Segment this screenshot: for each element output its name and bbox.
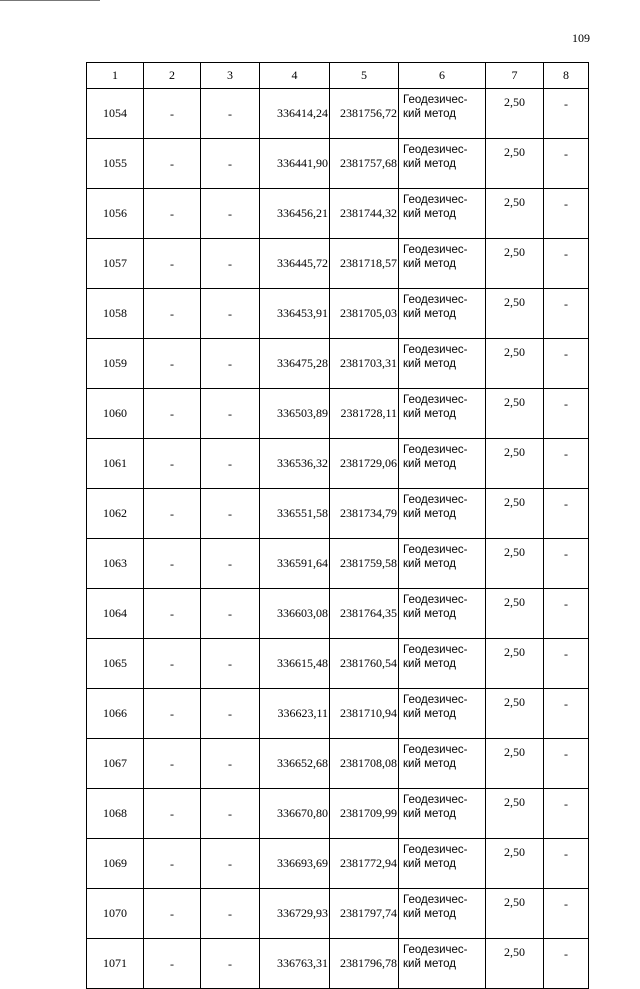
row-number-cell: 1064 (87, 589, 144, 639)
column-3-cell: - (201, 489, 260, 539)
column-3-cell: - (201, 939, 260, 989)
coordinate-x-cell: 336536,32 (260, 439, 330, 489)
coordinate-y-cell: 2381796,78 (330, 939, 399, 989)
coordinate-x-cell: 336475,28 (260, 339, 330, 389)
row-number-cell: 1058 (87, 289, 144, 339)
header-cell: 3 (201, 63, 260, 89)
coordinate-y-cell: 2381708,08 (330, 739, 399, 789)
column-2-cell: - (144, 789, 201, 839)
column-3-cell: - (201, 539, 260, 589)
column-8-cell: - (544, 389, 589, 439)
coordinate-x-cell: 336441,90 (260, 139, 330, 189)
method-cell: Геодезичес-кий метод (399, 189, 486, 239)
method-cell: Геодезичес-кий метод (399, 289, 486, 339)
row-number-cell: 1068 (87, 789, 144, 839)
column-2-cell: - (144, 389, 201, 439)
column-3-cell: - (201, 739, 260, 789)
column-8-cell: - (544, 939, 589, 989)
column-8-cell: - (544, 739, 589, 789)
column-8-cell: - (544, 689, 589, 739)
column-2-cell: - (144, 689, 201, 739)
method-cell: Геодезичес-кий метод (399, 139, 486, 189)
column-8-cell: - (544, 789, 589, 839)
column-2-cell: - (144, 889, 201, 939)
width-value-cell: 2,50 (486, 239, 544, 289)
column-3-cell: - (201, 289, 260, 339)
column-8-cell: - (544, 589, 589, 639)
column-8-cell: - (544, 89, 589, 139)
row-number-cell: 1069 (87, 839, 144, 889)
method-cell: Геодезичес-кий метод (399, 589, 486, 639)
coordinate-x-cell: 336763,31 (260, 939, 330, 989)
column-3-cell: - (201, 789, 260, 839)
coordinate-x-cell: 336615,48 (260, 639, 330, 689)
column-3-cell: - (201, 389, 260, 439)
table-row (87, 489, 589, 539)
method-cell: Геодезичес-кий метод (399, 889, 486, 939)
method-cell: Геодезичес-кий метод (399, 339, 486, 389)
column-3-cell: - (201, 689, 260, 739)
width-value-cell: 2,50 (486, 389, 544, 439)
row-number-cell: 1063 (87, 539, 144, 589)
coordinate-x-cell: 336670,80 (260, 789, 330, 839)
column-8-cell: - (544, 439, 589, 489)
row-number-cell: 1067 (87, 739, 144, 789)
coordinate-x-cell: 336414,24 (260, 89, 330, 139)
column-2-cell: - (144, 939, 201, 989)
column-2-cell: - (144, 339, 201, 389)
coordinate-y-cell: 2381734,79 (330, 489, 399, 539)
coordinates-table (86, 62, 589, 989)
width-value-cell: 2,50 (486, 639, 544, 689)
row-number-cell: 1054 (87, 89, 144, 139)
width-value-cell: 2,50 (486, 339, 544, 389)
column-8-cell: - (544, 339, 589, 389)
coordinate-y-cell: 2381772,94 (330, 839, 399, 889)
table-body (87, 63, 589, 989)
coordinate-x-cell: 336503,89 (260, 389, 330, 439)
width-value-cell: 2,50 (486, 489, 544, 539)
width-value-cell: 2,50 (486, 739, 544, 789)
coordinate-y-cell: 2381760,54 (330, 639, 399, 689)
table-row (87, 389, 589, 439)
coordinate-y-cell: 2381797,74 (330, 889, 399, 939)
table-row (87, 339, 589, 389)
coordinate-y-cell: 2381710,94 (330, 689, 399, 739)
width-value-cell: 2,50 (486, 539, 544, 589)
header-cell: 2 (144, 63, 201, 89)
column-3-cell: - (201, 589, 260, 639)
coordinate-x-cell: 336652,68 (260, 739, 330, 789)
table-row (87, 939, 589, 989)
width-value-cell: 2,50 (486, 89, 544, 139)
method-cell: Геодезичес-кий метод (399, 639, 486, 689)
column-2-cell: - (144, 539, 201, 589)
row-number-cell: 1062 (87, 489, 144, 539)
coordinate-x-cell: 336693,69 (260, 839, 330, 889)
coordinate-x-cell: 336729,93 (260, 889, 330, 939)
method-cell: Геодезичес-кий метод (399, 239, 486, 289)
table-row (87, 789, 589, 839)
table-row (87, 89, 589, 139)
coordinate-y-cell: 2381756,72 (330, 89, 399, 139)
table-row (87, 889, 589, 939)
row-number-cell: 1056 (87, 189, 144, 239)
column-3-cell: - (201, 839, 260, 889)
column-8-cell: - (544, 289, 589, 339)
row-number-cell: 1055 (87, 139, 144, 189)
width-value-cell: 2,50 (486, 839, 544, 889)
column-3-cell: - (201, 89, 260, 139)
coordinate-y-cell: 2381718,57 (330, 239, 399, 289)
width-value-cell: 2,50 (486, 889, 544, 939)
method-cell: Геодезичес-кий метод (399, 389, 486, 439)
width-value-cell: 2,50 (486, 139, 544, 189)
column-2-cell: - (144, 639, 201, 689)
method-cell: Геодезичес-кий метод (399, 689, 486, 739)
coordinate-y-cell: 2381764,35 (330, 589, 399, 639)
table-row (87, 239, 589, 289)
row-number-cell: 1061 (87, 439, 144, 489)
width-value-cell: 2,50 (486, 589, 544, 639)
column-2-cell: - (144, 589, 201, 639)
page-edge-line (0, 0, 100, 2)
table-row (87, 539, 589, 589)
column-2-cell: - (144, 439, 201, 489)
coordinate-x-cell: 336453,91 (260, 289, 330, 339)
coordinate-y-cell: 2381705,03 (330, 289, 399, 339)
row-number-cell: 1066 (87, 689, 144, 739)
width-value-cell: 2,50 (486, 939, 544, 989)
row-number-cell: 1059 (87, 339, 144, 389)
coordinate-y-cell: 2381709,99 (330, 789, 399, 839)
table-header-row (87, 63, 589, 89)
method-cell: Геодезичес-кий метод (399, 789, 486, 839)
coordinate-y-cell: 2381744,32 (330, 189, 399, 239)
width-value-cell: 2,50 (486, 189, 544, 239)
header-cell: 4 (260, 63, 330, 89)
header-cell: 5 (330, 63, 399, 89)
coordinate-x-cell: 336456,21 (260, 189, 330, 239)
method-cell: Геодезичес-кий метод (399, 939, 486, 989)
coordinate-x-cell: 336623,11 (260, 689, 330, 739)
method-cell: Геодезичес-кий метод (399, 839, 486, 889)
table-row (87, 189, 589, 239)
column-8-cell: - (544, 139, 589, 189)
column-2-cell: - (144, 239, 201, 289)
coordinate-x-cell: 336551,58 (260, 489, 330, 539)
header-cell: 1 (87, 63, 144, 89)
width-value-cell: 2,50 (486, 439, 544, 489)
column-2-cell: - (144, 839, 201, 889)
column-8-cell: - (544, 639, 589, 689)
coordinate-x-cell: 336445,72 (260, 239, 330, 289)
header-cell: 6 (399, 63, 486, 89)
table-row (87, 139, 589, 189)
column-3-cell: - (201, 139, 260, 189)
table-row (87, 639, 589, 689)
table-row (87, 739, 589, 789)
coordinate-x-cell: 336603,08 (260, 589, 330, 639)
width-value-cell: 2,50 (486, 289, 544, 339)
coordinate-y-cell: 2381729,06 (330, 439, 399, 489)
width-value-cell: 2,50 (486, 789, 544, 839)
page-number: 109 (572, 31, 590, 45)
column-3-cell: - (201, 439, 260, 489)
column-8-cell: - (544, 189, 589, 239)
method-cell: Геодезичес-кий метод (399, 439, 486, 489)
table-row (87, 689, 589, 739)
method-cell: Геодезичес-кий метод (399, 739, 486, 789)
column-8-cell: - (544, 239, 589, 289)
row-number-cell: 1060 (87, 389, 144, 439)
header-cell: 7 (486, 63, 544, 89)
coordinate-x-cell: 336591,64 (260, 539, 330, 589)
column-8-cell: - (544, 889, 589, 939)
table-row (87, 839, 589, 889)
method-cell: Геодезичес-кий метод (399, 489, 486, 539)
column-3-cell: - (201, 339, 260, 389)
coordinate-y-cell: 2381703,31 (330, 339, 399, 389)
column-3-cell: - (201, 189, 260, 239)
row-number-cell: 1070 (87, 889, 144, 939)
header-cell: 8 (544, 63, 589, 89)
coordinate-y-cell: 2381728,11 (330, 389, 399, 439)
column-3-cell: - (201, 889, 260, 939)
column-2-cell: - (144, 89, 201, 139)
row-number-cell: 1071 (87, 939, 144, 989)
table-row (87, 439, 589, 489)
table-row (87, 589, 589, 639)
table-row (87, 289, 589, 339)
row-number-cell: 1065 (87, 639, 144, 689)
column-2-cell: - (144, 139, 201, 189)
column-8-cell: - (544, 539, 589, 589)
column-2-cell: - (144, 489, 201, 539)
method-cell: Геодезичес-кий метод (399, 89, 486, 139)
coordinate-y-cell: 2381757,68 (330, 139, 399, 189)
width-value-cell: 2,50 (486, 689, 544, 739)
column-8-cell: - (544, 839, 589, 889)
column-2-cell: - (144, 289, 201, 339)
method-cell: Геодезичес-кий метод (399, 539, 486, 589)
coordinate-y-cell: 2381759,58 (330, 539, 399, 589)
column-2-cell: - (144, 739, 201, 789)
row-number-cell: 1057 (87, 239, 144, 289)
column-3-cell: - (201, 239, 260, 289)
column-2-cell: - (144, 189, 201, 239)
column-3-cell: - (201, 639, 260, 689)
column-8-cell: - (544, 489, 589, 539)
